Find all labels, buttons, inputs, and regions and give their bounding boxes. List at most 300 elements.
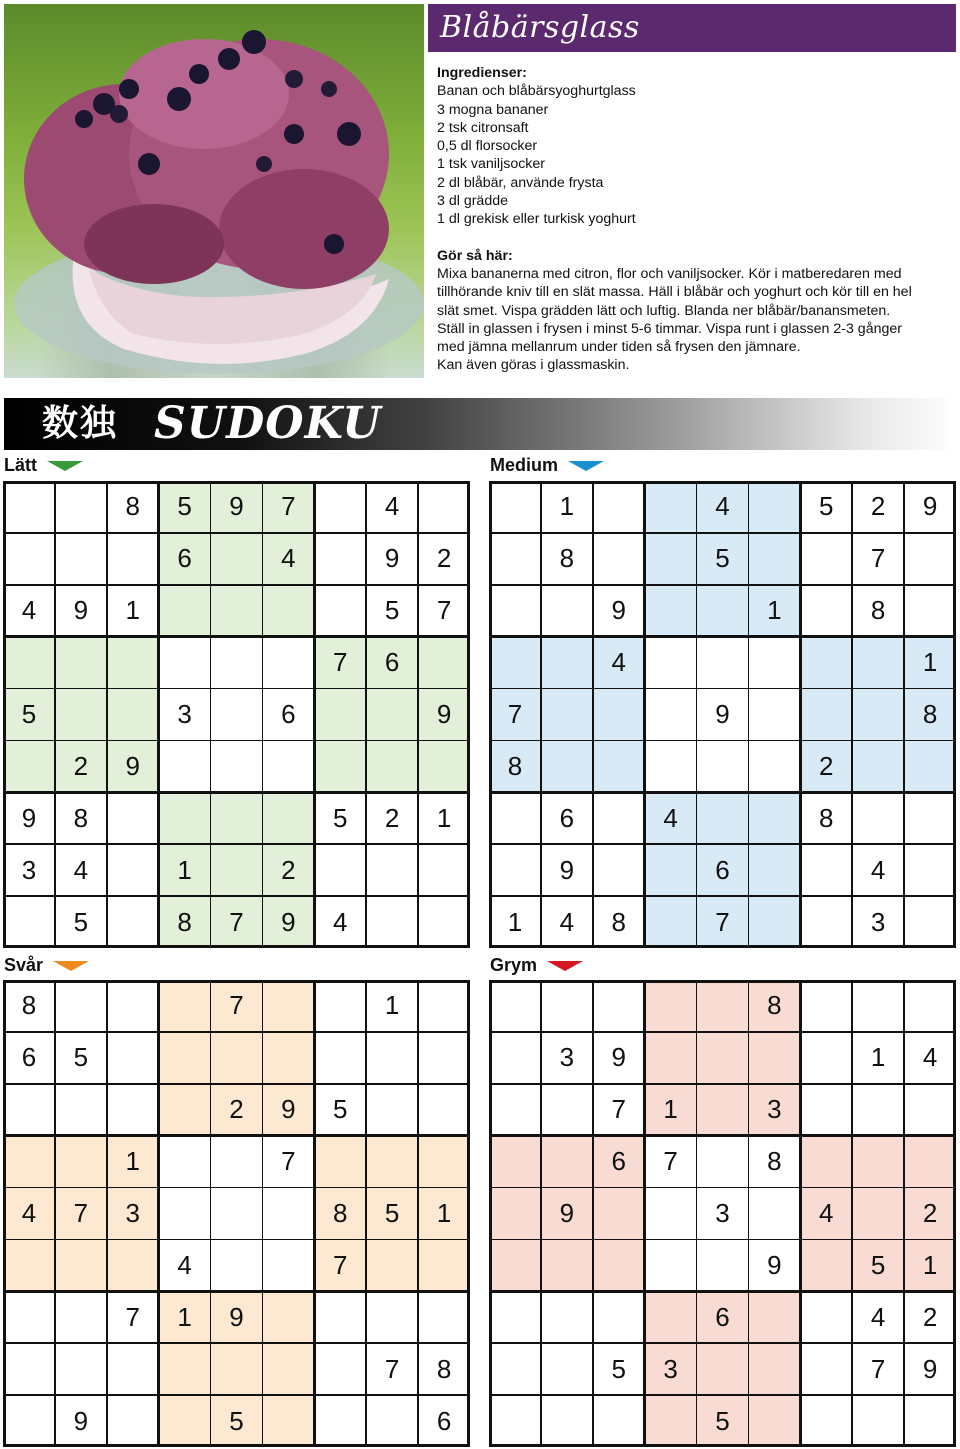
sudoku-cell[interactable]: [904, 896, 956, 948]
sudoku-cell[interactable]: 7: [663, 1146, 678, 1177]
sudoku-cell[interactable]: 6: [21, 1042, 37, 1073]
sudoku-cell[interactable]: 3: [870, 906, 886, 937]
sudoku-cell[interactable]: [314, 689, 366, 741]
sudoku-cell[interactable]: [314, 533, 366, 585]
sudoku-cell[interactable]: [107, 1343, 159, 1395]
sudoku-cell[interactable]: [55, 481, 107, 533]
sudoku-cell[interactable]: [489, 844, 541, 896]
sudoku-cell[interactable]: 6: [559, 802, 575, 833]
sudoku-cell[interactable]: [593, 980, 645, 1032]
sudoku-cell[interactable]: 2: [55, 740, 107, 792]
sudoku-cell[interactable]: [489, 792, 541, 844]
sudoku-cell[interactable]: [697, 1343, 749, 1395]
sudoku-cell[interactable]: [748, 792, 800, 844]
sudoku-cell[interactable]: [418, 1136, 470, 1188]
sudoku-cell[interactable]: [904, 585, 956, 637]
sudoku-cell[interactable]: [366, 1032, 418, 1084]
sudoku-cell[interactable]: [418, 740, 470, 792]
sudoku-cell[interactable]: [314, 980, 366, 1032]
sudoku-cell[interactable]: [748, 689, 800, 741]
sudoku-cell[interactable]: [904, 844, 956, 896]
sudoku-cell[interactable]: [697, 1136, 749, 1188]
sudoku-cell[interactable]: [3, 1291, 55, 1343]
sudoku-cell[interactable]: 7: [870, 1353, 886, 1384]
sudoku-cell[interactable]: [366, 1291, 418, 1343]
sudoku-cell[interactable]: [800, 1395, 852, 1447]
sudoku-cell[interactable]: [645, 533, 697, 585]
sudoku-cell[interactable]: [593, 844, 645, 896]
sudoku-cell[interactable]: [852, 1188, 904, 1240]
sudoku-cell[interactable]: [748, 1343, 800, 1395]
sudoku-cell[interactable]: 4: [697, 481, 749, 533]
sudoku-cell[interactable]: [748, 1032, 800, 1084]
sudoku-cell[interactable]: 1: [159, 1291, 211, 1343]
sudoku-cell[interactable]: 1: [507, 906, 523, 937]
sudoku-cell[interactable]: 9: [107, 740, 159, 792]
sudoku-cell[interactable]: 8: [21, 990, 37, 1021]
sudoku-cell[interactable]: [748, 896, 800, 948]
sudoku-cell[interactable]: 7: [281, 1146, 296, 1177]
sudoku-cell[interactable]: [904, 980, 956, 1032]
sudoku-cell[interactable]: [593, 533, 645, 585]
sudoku-cell[interactable]: 7: [211, 896, 263, 948]
sudoku-cell[interactable]: 9: [922, 1353, 938, 1384]
sudoku-cell[interactable]: [489, 1136, 541, 1188]
sudoku-cell[interactable]: [314, 1136, 366, 1188]
sudoku-cell[interactable]: [697, 1239, 749, 1291]
sudoku-cell[interactable]: 4: [922, 1042, 938, 1073]
sudoku-cell[interactable]: [314, 1291, 366, 1343]
sudoku-cell[interactable]: 6: [366, 637, 418, 689]
sudoku-cell[interactable]: 5: [73, 1042, 89, 1073]
sudoku-cell[interactable]: 1: [748, 585, 800, 637]
sudoku-cell[interactable]: 7: [314, 1239, 366, 1291]
sudoku-cell[interactable]: 4: [384, 491, 400, 522]
sudoku-cell[interactable]: [852, 1136, 904, 1188]
sudoku-cell[interactable]: 8: [314, 1188, 366, 1240]
sudoku-cell[interactable]: 8: [870, 595, 886, 626]
sudoku-cell[interactable]: 8: [748, 980, 800, 1032]
sudoku-cell[interactable]: 2: [870, 491, 886, 522]
sudoku-cell[interactable]: [159, 740, 211, 792]
sudoku-cell[interactable]: [3, 740, 55, 792]
sudoku-cell[interactable]: [3, 896, 55, 948]
sudoku-cell[interactable]: [3, 637, 55, 689]
sudoku-cell[interactable]: 9: [21, 802, 37, 833]
sudoku-cell[interactable]: [748, 637, 800, 689]
sudoku-cell[interactable]: [593, 481, 645, 533]
sudoku-cell[interactable]: [159, 585, 211, 637]
sudoku-cell[interactable]: [852, 1395, 904, 1447]
sudoku-cell[interactable]: [904, 740, 956, 792]
sudoku-cell[interactable]: [262, 1395, 314, 1447]
sudoku-cell[interactable]: [314, 844, 366, 896]
sudoku-cell[interactable]: [314, 481, 366, 533]
sudoku-cell[interactable]: 9: [211, 481, 263, 533]
sudoku-cell[interactable]: [418, 844, 470, 896]
sudoku-cell[interactable]: [800, 980, 852, 1032]
sudoku-cell[interactable]: [852, 740, 904, 792]
sudoku-cell[interactable]: [366, 1136, 418, 1188]
sudoku-cell[interactable]: [366, 1084, 418, 1136]
sudoku-cell[interactable]: [418, 980, 470, 1032]
sudoku-cell[interactable]: [159, 1136, 211, 1188]
sudoku-cell[interactable]: [541, 1084, 593, 1136]
sudoku-cell[interactable]: [489, 585, 541, 637]
sudoku-cell[interactable]: [852, 1084, 904, 1136]
sudoku-cell[interactable]: [489, 980, 541, 1032]
sudoku-cell[interactable]: [748, 844, 800, 896]
sudoku-cell[interactable]: 9: [73, 1405, 89, 1436]
sudoku-cell[interactable]: [800, 1291, 852, 1343]
sudoku-cell[interactable]: [489, 637, 541, 689]
sudoku-cell[interactable]: 2: [904, 1188, 956, 1240]
sudoku-cell[interactable]: [800, 1084, 852, 1136]
sudoku-cell[interactable]: [418, 637, 470, 689]
sudoku-cell[interactable]: 1: [559, 491, 575, 522]
sudoku-cell[interactable]: [541, 1343, 593, 1395]
sudoku-cell[interactable]: 4: [870, 1301, 886, 1332]
sudoku-cell[interactable]: 1: [870, 1042, 886, 1073]
sudoku-cell[interactable]: [107, 1239, 159, 1291]
sudoku-cell[interactable]: [541, 1291, 593, 1343]
sudoku-cell[interactable]: [159, 637, 211, 689]
sudoku-cell[interactable]: [593, 1239, 645, 1291]
sudoku-cell[interactable]: [366, 689, 418, 741]
sudoku-cell[interactable]: 9: [611, 595, 626, 626]
sudoku-cell[interactable]: [489, 1343, 541, 1395]
sudoku-cell[interactable]: [3, 533, 55, 585]
sudoku-cell[interactable]: [262, 1239, 314, 1291]
sudoku-cell[interactable]: [541, 637, 593, 689]
sudoku-cell[interactable]: [55, 1239, 107, 1291]
sudoku-cell[interactable]: [211, 637, 263, 689]
sudoku-cell[interactable]: [645, 1291, 697, 1343]
sudoku-cell[interactable]: [904, 1084, 956, 1136]
sudoku-cell[interactable]: [645, 844, 697, 896]
sudoku-cell[interactable]: 6: [697, 844, 749, 896]
sudoku-cell[interactable]: [211, 1188, 263, 1240]
sudoku-cell[interactable]: [852, 637, 904, 689]
sudoku-cell[interactable]: [55, 689, 107, 741]
sudoku-cell[interactable]: 7: [489, 689, 541, 741]
sudoku-cell[interactable]: [314, 740, 366, 792]
sudoku-cell[interactable]: [748, 533, 800, 585]
sudoku-cell[interactable]: 8: [904, 689, 956, 741]
sudoku-cell[interactable]: [800, 1343, 852, 1395]
sudoku-cell[interactable]: [541, 585, 593, 637]
sudoku-cell[interactable]: 3: [21, 854, 37, 885]
sudoku-cell[interactable]: [489, 1395, 541, 1447]
sudoku-cell[interactable]: [697, 1084, 749, 1136]
sudoku-cell[interactable]: [262, 1188, 314, 1240]
sudoku-cell[interactable]: [159, 1032, 211, 1084]
sudoku-cell[interactable]: 6: [593, 1136, 645, 1188]
sudoku-cell[interactable]: [262, 637, 314, 689]
sudoku-cell[interactable]: [593, 792, 645, 844]
sudoku-cell[interactable]: 2: [211, 1084, 263, 1136]
sudoku-cell[interactable]: 7: [870, 543, 886, 574]
sudoku-cell[interactable]: [55, 1136, 107, 1188]
sudoku-cell[interactable]: [800, 844, 852, 896]
sudoku-cell[interactable]: 5: [73, 906, 89, 937]
sudoku-cell[interactable]: [593, 1291, 645, 1343]
sudoku-cell[interactable]: [697, 1032, 749, 1084]
sudoku-cell[interactable]: [211, 1239, 263, 1291]
sudoku-cell[interactable]: [3, 1239, 55, 1291]
sudoku-cell[interactable]: 9: [922, 491, 938, 522]
sudoku-cell[interactable]: [645, 689, 697, 741]
sudoku-cell[interactable]: [262, 792, 314, 844]
sudoku-cell[interactable]: 5: [333, 802, 348, 833]
sudoku-cell[interactable]: [211, 1032, 263, 1084]
sudoku-cell[interactable]: 1: [107, 1136, 159, 1188]
sudoku-cell[interactable]: 9: [211, 1291, 263, 1343]
sudoku-cell[interactable]: [418, 1291, 470, 1343]
sudoku-cell[interactable]: [800, 585, 852, 637]
sudoku-cell[interactable]: 5: [819, 491, 834, 522]
sudoku-cell[interactable]: [107, 844, 159, 896]
sudoku-cell[interactable]: 6: [281, 698, 296, 729]
sudoku-cell[interactable]: [593, 740, 645, 792]
sudoku-cell[interactable]: [645, 1188, 697, 1240]
sudoku-cell[interactable]: 4: [21, 595, 37, 626]
sudoku-cell[interactable]: [107, 689, 159, 741]
sudoku-cell[interactable]: 3: [177, 698, 192, 729]
sudoku-cell[interactable]: [904, 533, 956, 585]
sudoku-cell[interactable]: [211, 792, 263, 844]
sudoku-cell[interactable]: 9: [418, 689, 470, 741]
sudoku-cell[interactable]: 4: [3, 1188, 55, 1240]
sudoku-cell[interactable]: [366, 896, 418, 948]
sudoku-cell[interactable]: 7: [697, 896, 749, 948]
sudoku-cell[interactable]: 8: [819, 802, 834, 833]
sudoku-cell[interactable]: 8: [159, 896, 211, 948]
sudoku-cell[interactable]: [107, 980, 159, 1032]
sudoku-cell[interactable]: 9: [262, 1084, 314, 1136]
sudoku-cell[interactable]: 4: [593, 637, 645, 689]
sudoku-cell[interactable]: [645, 637, 697, 689]
sudoku-cell[interactable]: 4: [800, 1188, 852, 1240]
sudoku-cell[interactable]: [593, 689, 645, 741]
sudoku-cell[interactable]: [418, 481, 470, 533]
sudoku-cell[interactable]: [366, 1239, 418, 1291]
sudoku-cell[interactable]: [55, 533, 107, 585]
sudoku-cell[interactable]: 3: [715, 1197, 730, 1228]
sudoku-cell[interactable]: [159, 980, 211, 1032]
sudoku-cell[interactable]: [159, 1395, 211, 1447]
sudoku-cell[interactable]: [211, 1136, 263, 1188]
sudoku-cell[interactable]: 9: [559, 854, 575, 885]
sudoku-cell[interactable]: [489, 533, 541, 585]
sudoku-cell[interactable]: [262, 1291, 314, 1343]
sudoku-cell[interactable]: 1: [645, 1084, 697, 1136]
sudoku-cell[interactable]: 8: [767, 1146, 782, 1177]
sudoku-cell[interactable]: [593, 1395, 645, 1447]
sudoku-cell[interactable]: [800, 533, 852, 585]
sudoku-cell[interactable]: [107, 533, 159, 585]
sudoku-cell[interactable]: [748, 1291, 800, 1343]
sudoku-cell[interactable]: [541, 980, 593, 1032]
sudoku-cell[interactable]: [366, 844, 418, 896]
sudoku-cell[interactable]: [489, 1084, 541, 1136]
sudoku-cell[interactable]: [852, 689, 904, 741]
sudoku-cell[interactable]: 4: [559, 906, 575, 937]
sudoku-cell[interactable]: 7: [125, 1301, 140, 1332]
sudoku-cell[interactable]: [418, 1084, 470, 1136]
sudoku-cell[interactable]: [645, 585, 697, 637]
sudoku-cell[interactable]: 5: [3, 689, 55, 741]
sudoku-cell[interactable]: 7: [314, 637, 366, 689]
sudoku-cell[interactable]: [314, 1032, 366, 1084]
sudoku-cell[interactable]: 2: [384, 802, 400, 833]
sudoku-cell[interactable]: 5: [159, 481, 211, 533]
sudoku-cell[interactable]: [489, 481, 541, 533]
sudoku-cell[interactable]: 2: [262, 844, 314, 896]
sudoku-cell[interactable]: [314, 1343, 366, 1395]
sudoku-cell[interactable]: [211, 844, 263, 896]
sudoku-cell[interactable]: [3, 481, 55, 533]
sudoku-cell[interactable]: [489, 1291, 541, 1343]
sudoku-cell[interactable]: [314, 585, 366, 637]
sudoku-cell[interactable]: 9: [384, 543, 400, 574]
sudoku-cell[interactable]: [800, 1239, 852, 1291]
sudoku-cell[interactable]: 4: [177, 1249, 192, 1280]
sudoku-cell[interactable]: [541, 1239, 593, 1291]
sudoku-cell[interactable]: [107, 1084, 159, 1136]
sudoku-cell[interactable]: [904, 792, 956, 844]
sudoku-cell[interactable]: 1: [125, 595, 140, 626]
sudoku-cell[interactable]: [800, 637, 852, 689]
sudoku-cell[interactable]: [159, 792, 211, 844]
sudoku-cell[interactable]: 1: [436, 802, 452, 833]
sudoku-cell[interactable]: [211, 533, 263, 585]
sudoku-cell[interactable]: [748, 740, 800, 792]
sudoku-cell[interactable]: 9: [767, 1249, 782, 1280]
sudoku-cell[interactable]: 5: [366, 1188, 418, 1240]
sudoku-cell[interactable]: 9: [73, 595, 89, 626]
sudoku-cell[interactable]: 9: [611, 1042, 626, 1073]
sudoku-cell[interactable]: 4: [262, 533, 314, 585]
sudoku-cell[interactable]: [159, 1343, 211, 1395]
sudoku-cell[interactable]: 9: [262, 896, 314, 948]
sudoku-cell[interactable]: [159, 1084, 211, 1136]
sudoku-cell[interactable]: 2: [436, 543, 452, 574]
sudoku-cell[interactable]: [107, 1032, 159, 1084]
sudoku-cell[interactable]: 5: [852, 1239, 904, 1291]
sudoku-cell[interactable]: 4: [73, 854, 89, 885]
sudoku-cell[interactable]: 5: [697, 533, 749, 585]
sudoku-cell[interactable]: [107, 896, 159, 948]
sudoku-cell[interactable]: [55, 980, 107, 1032]
sudoku-cell[interactable]: 3: [107, 1188, 159, 1240]
sudoku-cell[interactable]: 8: [125, 491, 140, 522]
sudoku-cell[interactable]: [211, 689, 263, 741]
sudoku-cell[interactable]: [262, 585, 314, 637]
sudoku-cell[interactable]: [645, 1395, 697, 1447]
sudoku-cell[interactable]: 8: [489, 740, 541, 792]
sudoku-cell[interactable]: 3: [559, 1042, 575, 1073]
sudoku-cell[interactable]: [3, 1084, 55, 1136]
sudoku-cell[interactable]: [107, 637, 159, 689]
sudoku-cell[interactable]: [748, 1395, 800, 1447]
sudoku-cell[interactable]: 6: [159, 533, 211, 585]
sudoku-cell[interactable]: [645, 1032, 697, 1084]
sudoku-cell[interactable]: [418, 1239, 470, 1291]
sudoku-cell[interactable]: [418, 1032, 470, 1084]
sudoku-cell[interactable]: [262, 740, 314, 792]
sudoku-cell[interactable]: 6: [697, 1291, 749, 1343]
sudoku-cell[interactable]: [262, 1343, 314, 1395]
sudoku-cell[interactable]: [541, 1136, 593, 1188]
sudoku-cell[interactable]: [211, 1343, 263, 1395]
sudoku-cell[interactable]: [697, 792, 749, 844]
sudoku-cell[interactable]: [645, 980, 697, 1032]
sudoku-cell[interactable]: 1: [904, 637, 956, 689]
sudoku-cell[interactable]: [3, 1395, 55, 1447]
sudoku-cell[interactable]: [366, 740, 418, 792]
sudoku-cell[interactable]: 5: [384, 595, 400, 626]
sudoku-cell[interactable]: [489, 1032, 541, 1084]
sudoku-cell[interactable]: [645, 740, 697, 792]
sudoku-cell[interactable]: 7: [262, 481, 314, 533]
sudoku-cell[interactable]: [159, 1188, 211, 1240]
sudoku-cell[interactable]: [541, 689, 593, 741]
sudoku-cell[interactable]: 7: [436, 595, 452, 626]
sudoku-cell[interactable]: 4: [870, 854, 886, 885]
sudoku-cell[interactable]: [55, 1084, 107, 1136]
sudoku-cell[interactable]: 7: [55, 1188, 107, 1240]
sudoku-cell[interactable]: 1: [384, 990, 400, 1021]
sudoku-cell[interactable]: [262, 1032, 314, 1084]
sudoku-cell[interactable]: [314, 1395, 366, 1447]
sudoku-cell[interactable]: [697, 637, 749, 689]
sudoku-cell[interactable]: 3: [645, 1343, 697, 1395]
sudoku-cell[interactable]: [541, 740, 593, 792]
sudoku-cell[interactable]: [55, 637, 107, 689]
sudoku-cell[interactable]: [852, 980, 904, 1032]
sudoku-cell[interactable]: [645, 481, 697, 533]
sudoku-cell[interactable]: 2: [800, 740, 852, 792]
sudoku-cell[interactable]: [645, 1239, 697, 1291]
sudoku-cell[interactable]: [852, 792, 904, 844]
sudoku-cell[interactable]: 3: [748, 1084, 800, 1136]
sudoku-cell[interactable]: [418, 896, 470, 948]
sudoku-cell[interactable]: [697, 740, 749, 792]
sudoku-cell[interactable]: 1: [418, 1188, 470, 1240]
sudoku-cell[interactable]: 9: [715, 698, 730, 729]
sudoku-cell[interactable]: [800, 1032, 852, 1084]
sudoku-cell[interactable]: 8: [73, 802, 89, 833]
sudoku-cell[interactable]: 5: [697, 1395, 749, 1447]
sudoku-cell[interactable]: [697, 980, 749, 1032]
sudoku-cell[interactable]: [55, 1343, 107, 1395]
sudoku-cell[interactable]: 8: [611, 906, 626, 937]
sudoku-cell[interactable]: [748, 481, 800, 533]
sudoku-cell[interactable]: [904, 1395, 956, 1447]
sudoku-cell[interactable]: 8: [436, 1353, 452, 1384]
sudoku-cell[interactable]: [3, 1136, 55, 1188]
sudoku-cell[interactable]: 4: [645, 792, 697, 844]
sudoku-cell[interactable]: 5: [211, 1395, 263, 1447]
sudoku-cell[interactable]: 1: [904, 1239, 956, 1291]
sudoku-cell[interactable]: [593, 1188, 645, 1240]
sudoku-cell[interactable]: 5: [611, 1353, 626, 1384]
sudoku-cell[interactable]: 7: [384, 1353, 400, 1384]
sudoku-cell[interactable]: 5: [333, 1094, 348, 1125]
sudoku-cell[interactable]: [107, 1395, 159, 1447]
sudoku-cell[interactable]: [800, 1136, 852, 1188]
